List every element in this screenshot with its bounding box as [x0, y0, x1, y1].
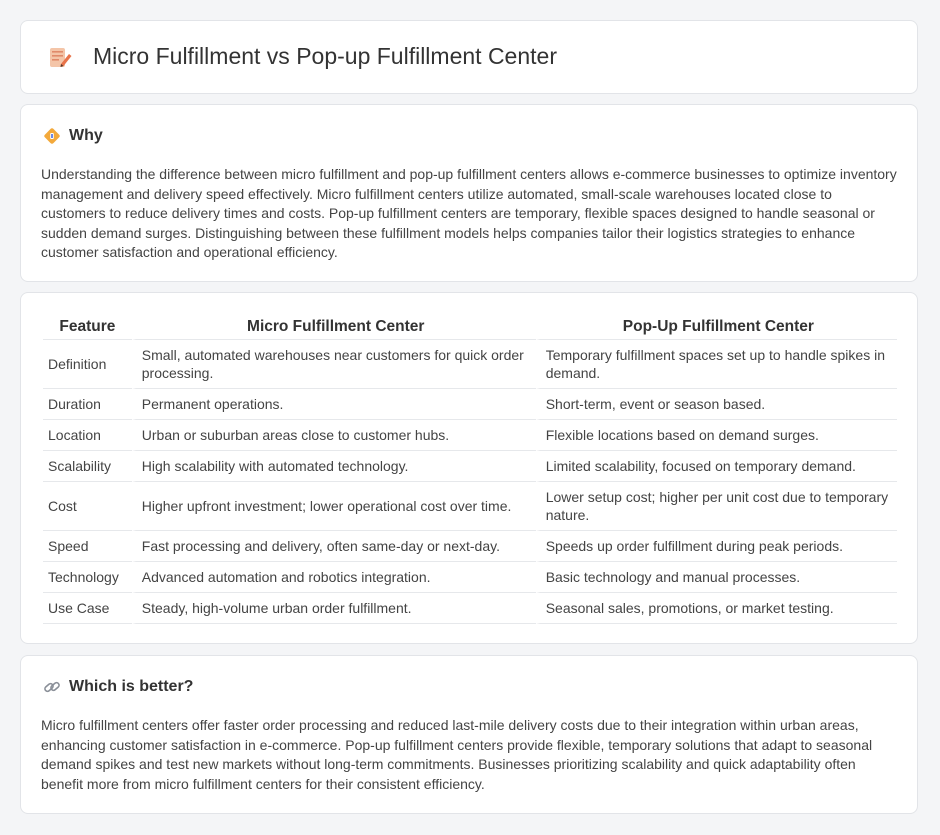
page-title: Micro Fulfillment vs Pop-up Fulfillment Center — [93, 43, 557, 69]
feature-cell: Definition — [43, 340, 132, 389]
popup-cell: Flexible locations based on demand surges. — [536, 420, 897, 451]
micro-cell: Small, automated warehouses near customers for quick order processing. — [132, 340, 536, 389]
micro-cell: Fast processing and delivery, often same-day or next-day. — [132, 531, 536, 562]
header-popup: Pop-Up Fulfillment Center — [536, 315, 897, 340]
micro-cell: Steady, high-volume urban order fulfillment. — [132, 593, 536, 624]
table-row — [43, 420, 897, 451]
popup-cell: Basic technology and manual processes. — [536, 562, 897, 593]
table-row — [43, 531, 897, 562]
popup-cell: Lower setup cost; higher per unit cost due to temporary nature. — [536, 482, 897, 531]
diamond-sign-icon — [43, 127, 61, 145]
feature-cell: Speed — [43, 531, 132, 562]
table-header-row — [43, 315, 897, 340]
better-title: Which is better? — [69, 678, 194, 695]
feature-cell: Cost — [43, 482, 132, 531]
better-heading — [43, 678, 193, 696]
why-card — [20, 104, 918, 282]
table-row — [43, 340, 897, 389]
header-card — [20, 20, 918, 94]
title-row — [47, 43, 557, 70]
micro-cell: Higher upfront investment; lower operational cost over time. — [132, 482, 536, 531]
which-better-card — [20, 655, 918, 814]
table-row — [43, 389, 897, 420]
popup-cell: Short-term, event or season based. — [536, 389, 897, 420]
link-icon — [43, 678, 61, 696]
comparison-table — [43, 315, 897, 624]
table-row — [43, 451, 897, 482]
micro-cell: Urban or suburban areas close to customer hubs. — [132, 420, 536, 451]
popup-cell: Speeds up order fulfillment during peak periods. — [536, 531, 897, 562]
feature-cell: Duration — [43, 389, 132, 420]
feature-cell: Technology — [43, 562, 132, 593]
table-row — [43, 562, 897, 593]
feature-cell: Location — [43, 420, 132, 451]
header-micro: Micro Fulfillment Center — [132, 315, 536, 340]
micro-cell: High scalability with automated technology. — [132, 451, 536, 482]
micro-cell: Advanced automation and robotics integration. — [132, 562, 536, 593]
table-row — [43, 593, 897, 624]
popup-cell: Seasonal sales, promotions, or market testing. — [536, 593, 897, 624]
micro-cell: Permanent operations. — [132, 389, 536, 420]
better-text: Micro fulfillment centers offer faster order processing and reduced last-mile delivery costs due to their integration within urban areas, enhancing customer satisfaction in e-commerce. Pop-up fulfillment centers provide flexible, temporary solutions that adapt to seasonal demand spikes and test new markets without long-term commitments. Businesses prioritizing scalability and quick adaptability often benefit more from micro fulfillment centers for their consistent efficiency. — [41, 717, 873, 792]
popup-cell: Limited scalability, focused on temporary demand. — [536, 451, 897, 482]
feature-cell: Use Case — [43, 593, 132, 624]
why-text: Understanding the difference between micro fulfillment and pop-up fulfillment centers allows e-commerce businesses to optimize inventory management and delivery speed effectively. Micro fulfillment centers utilize automated, small-scale warehouses located close to customers to reduce delivery times and costs. Pop-up fulfillment centers are temporary, flexible spaces designed to handle seasonal or sudden demand surges. Distinguishing between these fulfillment models helps companies tailor their logistics strategies to enhance customer satisfaction and operational efficiency. — [41, 166, 897, 260]
comparison-card — [20, 292, 918, 644]
popup-cell: Temporary fulfillment spaces set up to handle spikes in demand. — [536, 340, 897, 389]
feature-cell: Scalability — [43, 451, 132, 482]
notepad-pencil-icon — [47, 44, 73, 70]
why-heading — [43, 127, 103, 145]
header-feature: Feature — [43, 315, 132, 340]
why-title: Why — [69, 127, 103, 144]
table-row — [43, 482, 897, 531]
